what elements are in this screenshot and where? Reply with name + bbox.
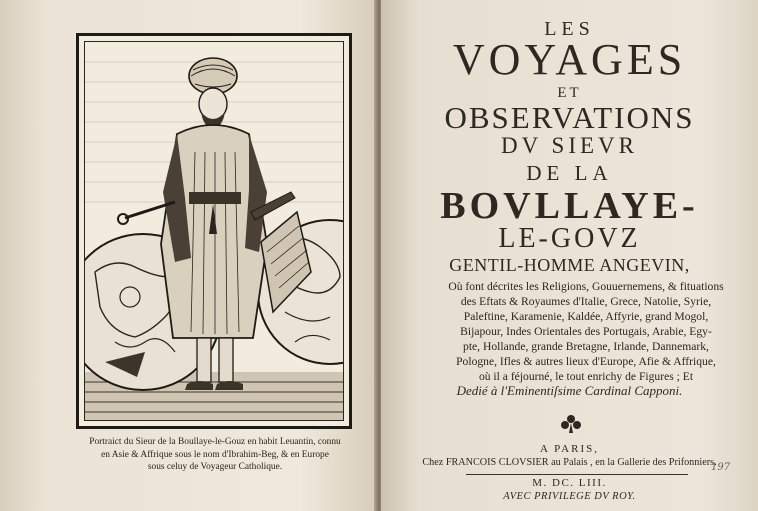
imprint-city: A PARIS, (539, 443, 599, 455)
title-du-sieur: DV SIEVR (500, 133, 638, 158)
title-et: ET (557, 85, 582, 101)
title-les: LES (544, 18, 595, 40)
title-de-la: DE LA (526, 161, 613, 185)
title-voyages: VOYAGES (452, 35, 687, 84)
fleuron-icon (560, 413, 582, 435)
description-line: Paleftine, Karamenie, Kaldée, Affyrie, grand Mogol, (463, 310, 709, 323)
dedication: Dedié à l'Eminentiſsime Cardinal Capponi. (456, 383, 683, 398)
title-description (421, 279, 751, 384)
description-line: Pologne, Ifles & autres lieux d'Europe, Afie & Affrique, (456, 355, 716, 368)
description-line: pte, Hollande, grande Bretagne, Irlande, Dannemark, (463, 340, 709, 353)
title-page (381, 0, 758, 511)
portrait-engraving (85, 42, 343, 420)
description-line: Où font décrites les Religions, Gouuernemens, & fituations (448, 280, 724, 293)
engraving-frame (76, 33, 352, 429)
frontispiece-page (0, 0, 377, 511)
imprint-privilege: AVEC PRIVILEGE DV ROY. (503, 491, 636, 502)
frontispiece-caption: Portraict du Sieur de la Boullaye-le-Gouz en habit Leuantin, connu en Asie & Affrique sous le nom d'Ibrahim-Beg, & en Europe sous celuy de Voyageur Catholique. (89, 437, 341, 472)
imprint-date: M. DC. LIII. (532, 477, 607, 489)
description-line: où il a féjourné, le tout enrichy de Figures ; Et (478, 370, 694, 383)
manuscript-note: 197 (711, 462, 731, 473)
imprint-publisher: Chez FRANCOIS CLOVSIER au Palais , en la Gallerie des Prifonniers. (422, 457, 717, 468)
description-line: Bijapour, Indes Orientales des Portugais, Arabie, Egy- (460, 325, 712, 338)
imprint-rule (466, 474, 688, 475)
title-le-gouz: LE-GOVZ (498, 223, 641, 254)
title-boullaye: BOVLLAYE- (440, 185, 699, 227)
title-gentilhomme: GENTIL-HOMME ANGEVIN, (449, 255, 690, 275)
description-line: des Eftats & Royaumes d'Italie, Grece, Natolie, Syrie, (460, 295, 712, 308)
title-observations: OBSERVATIONS (444, 100, 695, 135)
